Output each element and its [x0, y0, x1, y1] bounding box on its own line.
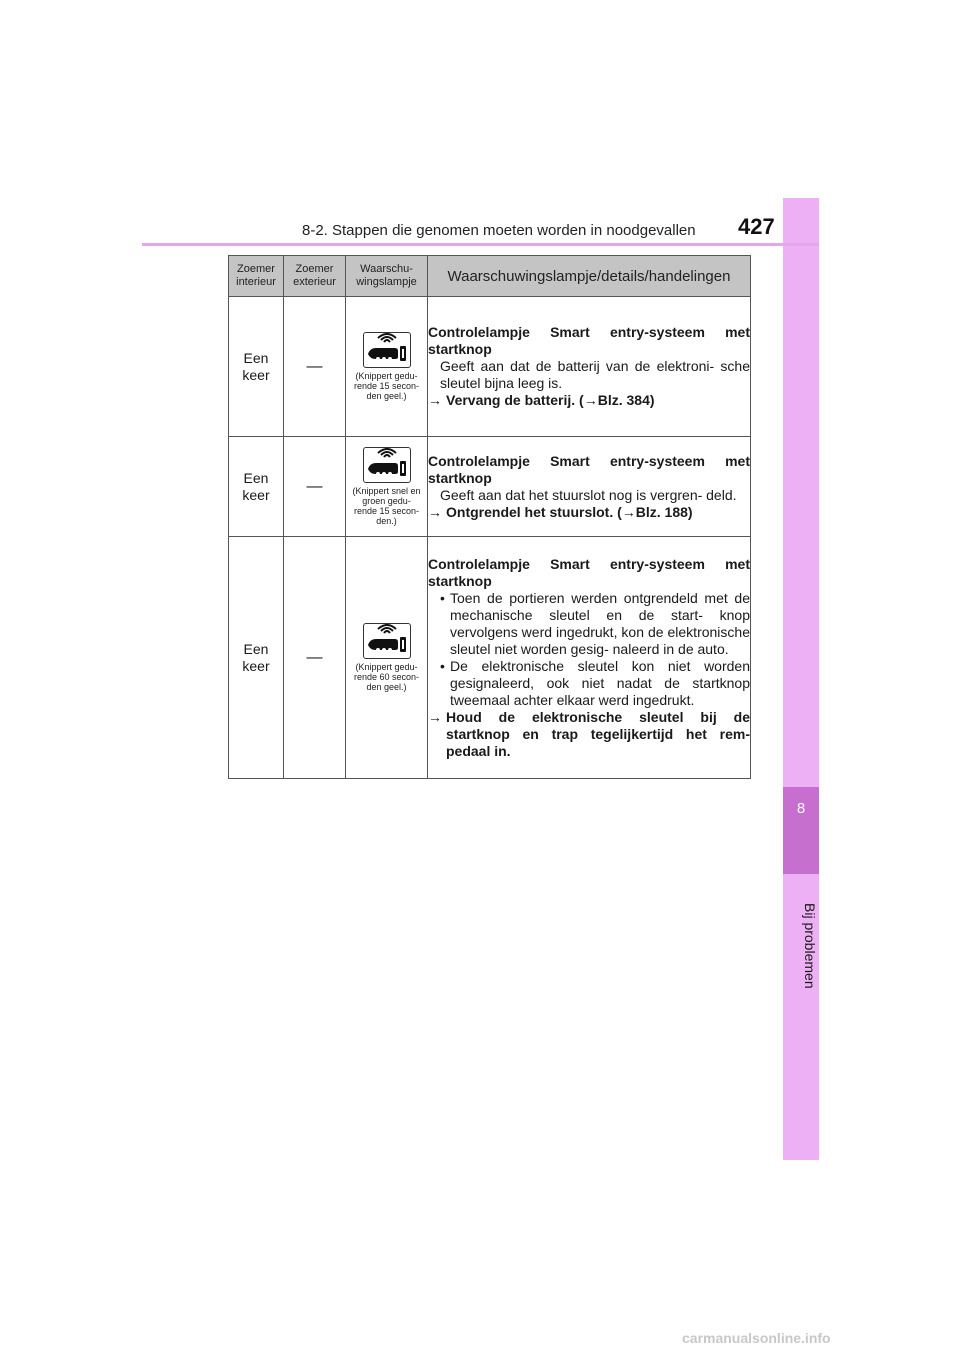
list-item: • De elektronische sleutel kon niet worden gesignaleerd, ook niet nadat de startknop tweemaal achter elkaar werd ingedrukt. [428, 658, 750, 709]
detail-title: Controlelampje Smart entry-systeem met startknop [428, 324, 750, 357]
table-header-row [229, 256, 751, 297]
buzzer-interior-cell: Een keer [229, 297, 284, 437]
details-cell [428, 297, 751, 437]
arrow-icon: → [428, 503, 442, 520]
warning-table [228, 255, 751, 779]
smart-key-warning-icon [363, 447, 411, 483]
buzzer-exterior-cell: — [284, 537, 346, 779]
warning-lamp-cell [346, 437, 428, 537]
warning-lamp-cell [346, 297, 428, 437]
buzzer-interior-cell: Een keer [229, 537, 284, 779]
detail-bullet-list [428, 590, 750, 709]
list-item: • Toen de portieren werden ontgrendeld met de mechanische sleutel en de start- knop vervolgens werd ingedrukt, kon de elektronische sleutel niet worden gesig- naleerd in de auto. [428, 590, 750, 658]
arrow-icon: → [621, 503, 636, 520]
warning-lamp-cell [346, 537, 428, 779]
lamp-note: (Knippert gedu- rende 15 secon- den geel.) [353, 371, 420, 401]
details-cell [428, 537, 751, 779]
chapter-label: Bij problemen [802, 903, 818, 989]
detail-title: Controlelampje Smart entry-systeem met startknop [428, 555, 750, 589]
buzzer-exterior-cell: — [284, 437, 346, 537]
page-reference-link[interactable]: Blz. 384) [597, 392, 655, 408]
page-reference-link[interactable]: Blz. 188) [635, 503, 693, 520]
header-divider [142, 243, 819, 246]
details-cell [428, 437, 751, 537]
smart-key-warning-icon [363, 332, 411, 368]
page-number: 427 [738, 214, 775, 239]
action-text: Ontgrendel het stuurslot. ( [446, 503, 622, 520]
col-header-buzzer-interior: Zoemer interieur [229, 256, 284, 297]
col-header-buzzer-exterior: Zoemer exterieur [284, 256, 346, 297]
smart-key-warning-icon [363, 623, 411, 659]
watermark: carmanualsonline.info [682, 1330, 831, 1346]
buzzer-exterior-cell: — [284, 297, 346, 437]
arrow-icon: → [428, 392, 442, 408]
chapter-number: 8 [796, 800, 806, 817]
detail-action [428, 709, 750, 760]
arrow-icon: → [583, 392, 598, 408]
detail-action [428, 392, 750, 409]
action-text: Houd de elektronische sleutel bij de startknop en trap tegelijkertijd het rem- pedaal in. [446, 708, 750, 759]
detail-text: Geeft aan dat het stuurslot nog is vergren- deld. [440, 486, 737, 503]
detail-action [428, 504, 750, 521]
table-row [229, 537, 751, 779]
buzzer-interior-cell: Een keer [229, 437, 284, 537]
col-header-warning-lamp: Waarschu- wingslampje [346, 256, 428, 297]
action-text: Vervang de batterij. ( [446, 392, 584, 408]
table-row [229, 297, 751, 437]
table-row [229, 437, 751, 537]
detail-title: Controlelampje Smart entry-systeem met startknop [428, 452, 750, 486]
arrow-icon: → [428, 708, 442, 725]
chapter-side-strip [783, 198, 819, 1160]
lamp-note: (Knippert gedu- rende 60 secon- den geel.) [353, 662, 420, 692]
detail-text: Geeft aan dat de batterij van de elektroni- sche sleutel bijna leeg is. [440, 358, 750, 391]
section-title: 8-2. Stappen die genomen moeten worden in noodgevallen [302, 222, 696, 239]
col-header-details: Waarschuwingslampje/details/handelingen [428, 256, 751, 297]
lamp-note: (Knippert snel en groen gedu- rende 15 secon- den.) [352, 486, 421, 526]
